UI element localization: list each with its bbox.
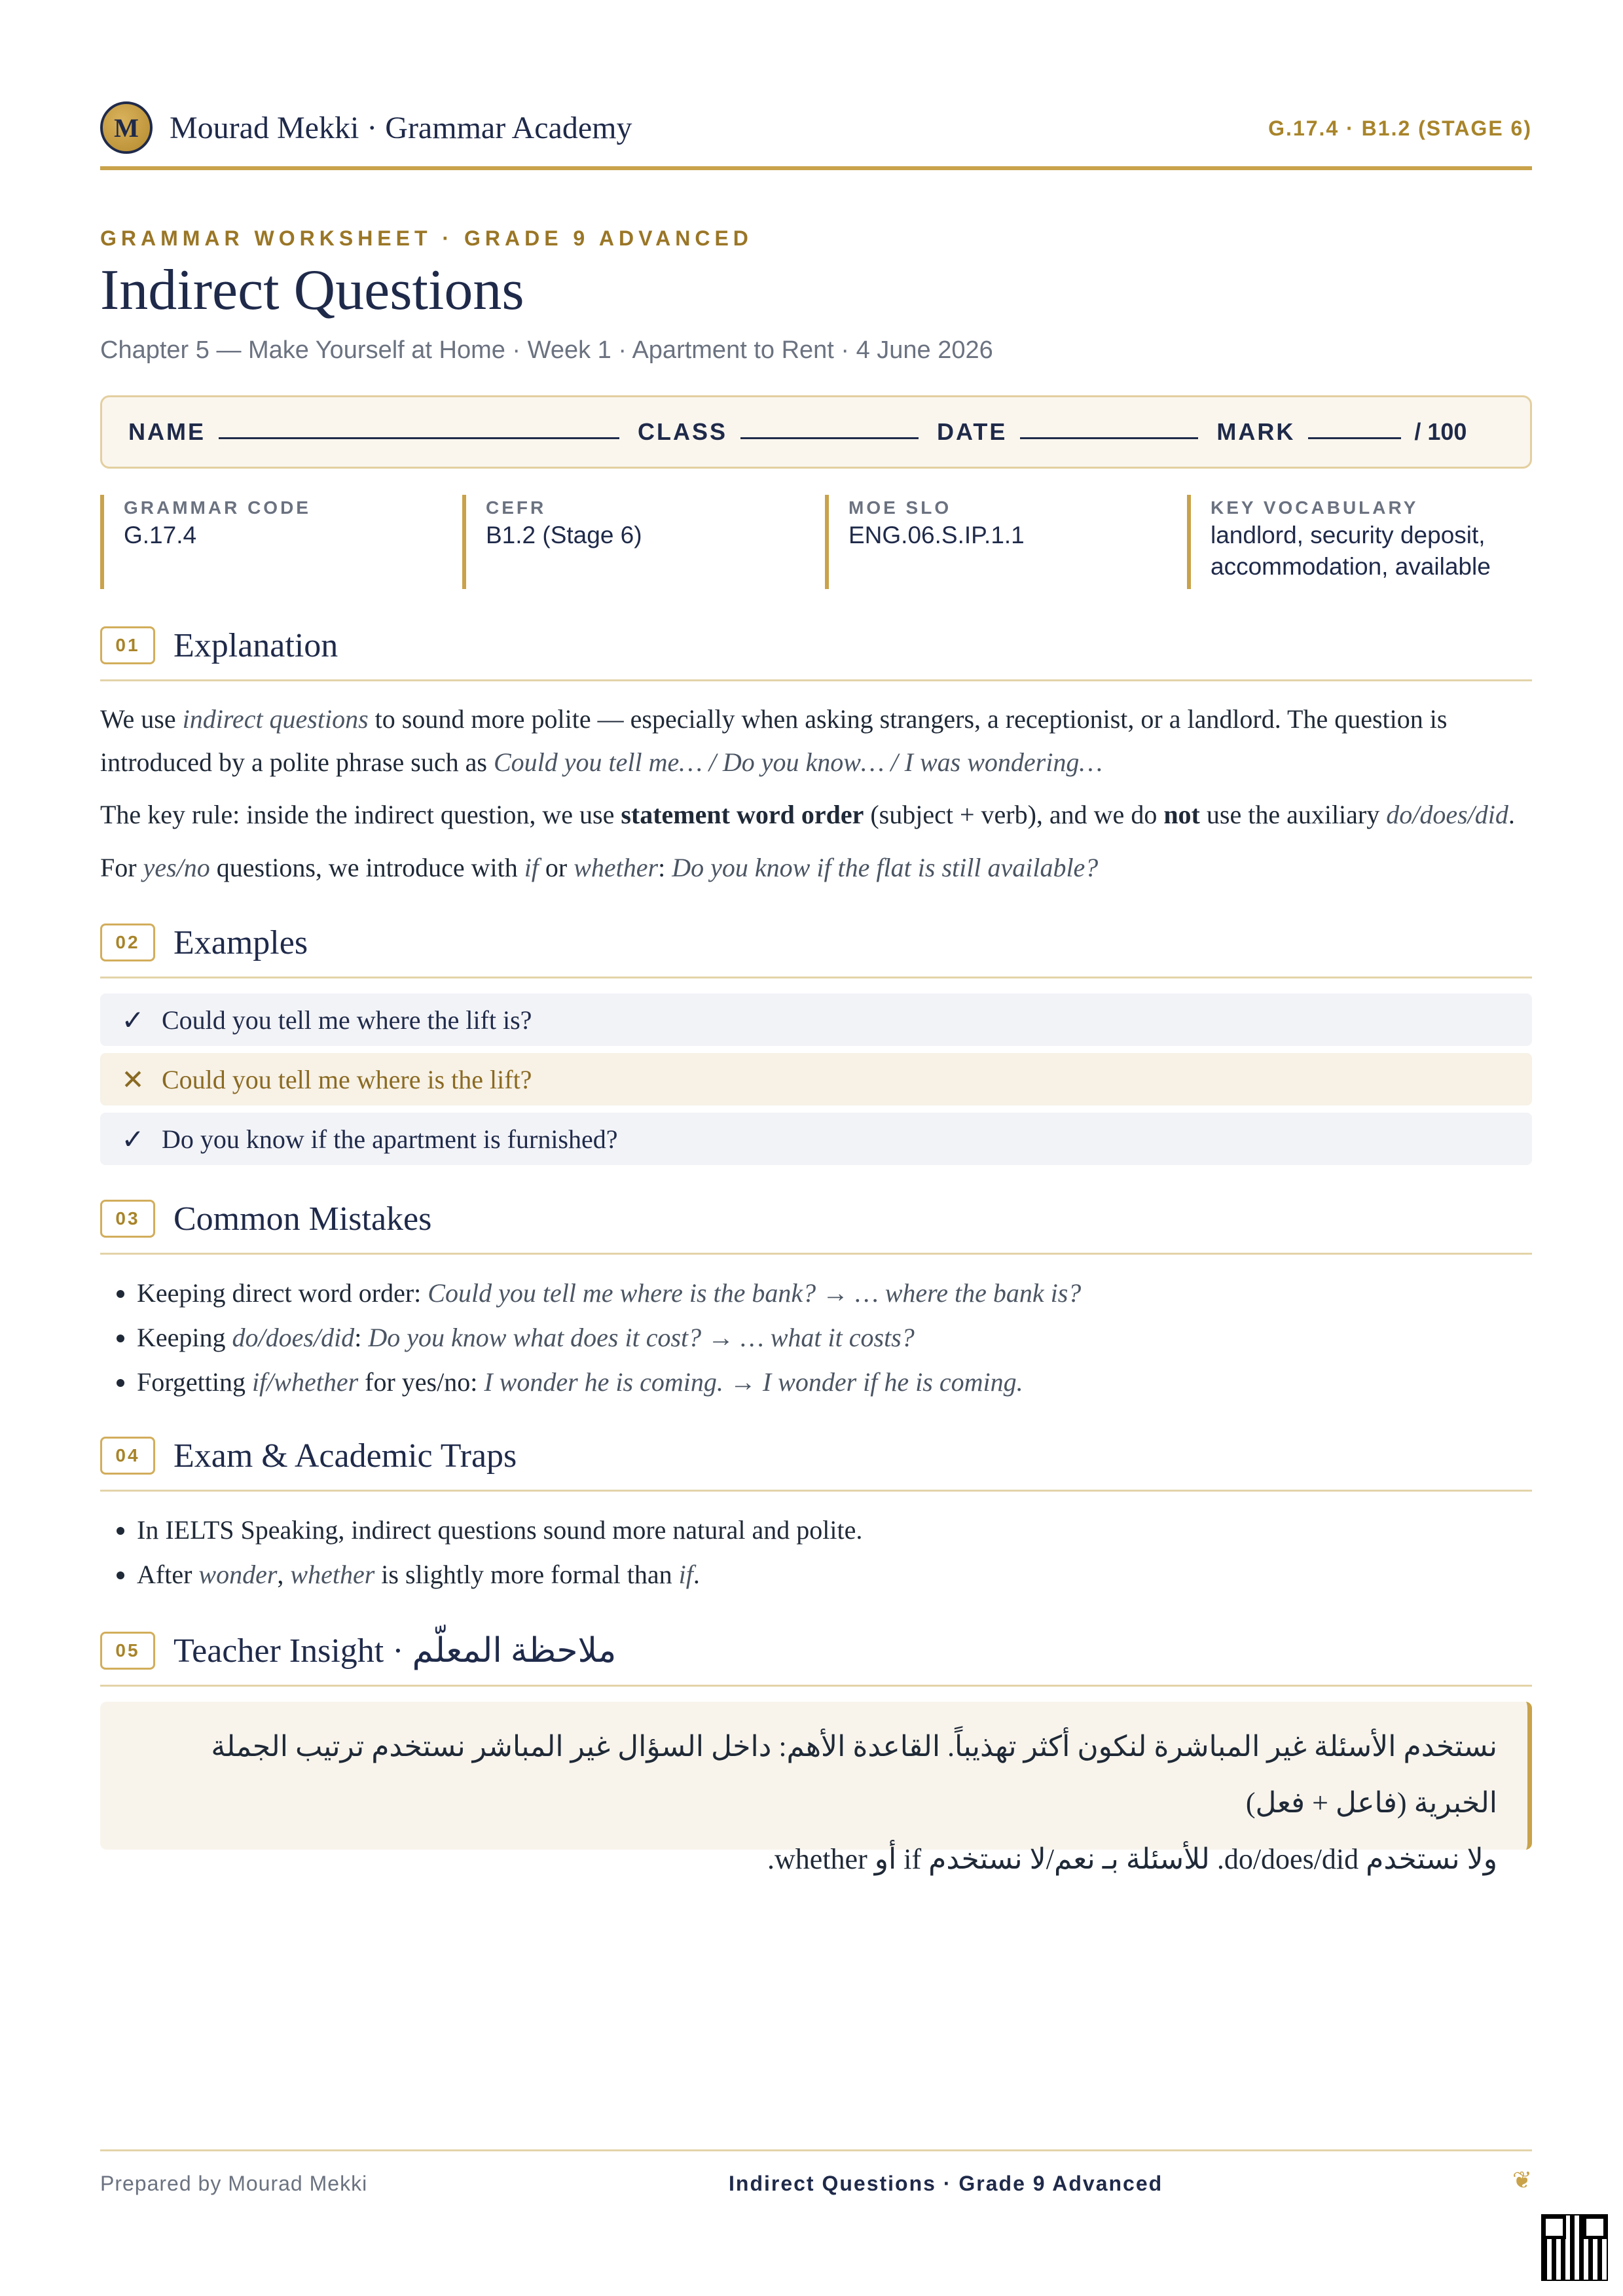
traps-list — [100, 1508, 1569, 1597]
page-subtitle: Chapter 5 — Make Yourself at Home · Week 1 · Apartment to Rent · 4 June 2026 — [100, 336, 993, 364]
section-divider — [100, 679, 1532, 681]
cross-icon: ✕ — [121, 1063, 145, 1096]
header-code: G.17.4 · B1.2 (STAGE 6) — [1268, 117, 1532, 140]
logo-icon: M — [100, 101, 153, 154]
meta-key-vocabulary — [1187, 495, 1532, 589]
mark-total: / 100 — [1414, 418, 1467, 445]
section-number: 02 — [100, 924, 155, 961]
mark-label: MARK — [1216, 418, 1296, 445]
section-title: Examples — [173, 924, 308, 961]
mark-field[interactable] — [1308, 437, 1401, 439]
section-traps-header — [100, 1429, 1532, 1482]
section-number: 03 — [100, 1200, 155, 1238]
section-insight-header — [100, 1624, 1532, 1677]
list-item: • Forgetting if/whether for yes/no: I wonder he is coming. → I wonder if he is coming. — [137, 1360, 1569, 1405]
class-field[interactable] — [740, 437, 919, 439]
meta-label: KEY VOCABULARY — [1211, 497, 1419, 518]
meta-value: B1.2 (Stage 6) — [486, 522, 642, 548]
meta-label: CEFR — [486, 497, 547, 518]
header-divider — [100, 166, 1532, 170]
meta-value: ENG.06.S.IP.1.1 — [848, 522, 1025, 548]
meta-label: MOE SLO — [848, 497, 952, 518]
section-divider — [100, 1685, 1532, 1687]
list-item: • After wonder, whether is slightly more formal than if. — [137, 1552, 1569, 1597]
footer-credit: Prepared by Mourad Mekki — [100, 2172, 368, 2195]
example-row-correct — [100, 994, 1532, 1046]
section-divider — [100, 1253, 1532, 1255]
section-number: 04 — [100, 1437, 155, 1475]
section-examples-header — [100, 916, 1532, 969]
class-label: CLASS — [638, 418, 728, 445]
section-number: 05 — [100, 1632, 155, 1670]
section-divider — [100, 1490, 1532, 1492]
explanation-paragraph-3: For yes/no questions, we introduce with if or whether: Do you know if the flat is still available? — [100, 853, 1099, 882]
list-item: • In IELTS Speaking, indirect questions sound more natural and polite. — [137, 1508, 1569, 1552]
section-divider — [100, 977, 1532, 978]
section-mistakes-header — [100, 1193, 1532, 1245]
example-row-correct — [100, 1113, 1532, 1165]
insight-line-1: نستخدم الأسئلة غير المباشرة لنكون أكثر تهذيباً. القاعدة الأهم: داخل السؤال غير المباشر نستخدم ترتيب الجملة الخبرية (فاعل + فعل) — [211, 1731, 1497, 1819]
footer-divider — [100, 2149, 1532, 2151]
meta-moe-slo — [825, 495, 1178, 589]
name-label: NAME — [128, 418, 206, 445]
brand-header — [100, 98, 632, 157]
meta-cefr — [462, 495, 816, 589]
example-text: Could you tell me where the lift is? — [162, 1005, 532, 1035]
brand-name: Mourad Mekki · Grammar Academy — [170, 110, 632, 145]
meta-grammar-code — [100, 495, 454, 589]
date-field[interactable] — [1020, 437, 1198, 439]
example-text: Do you know if the apartment is furnished? — [162, 1124, 618, 1154]
student-info-box — [100, 395, 1532, 469]
meta-info — [100, 495, 1532, 589]
ornament-icon: ❦ — [1512, 2167, 1532, 2193]
meta-value: landlord, security deposit, accommodation, available — [1211, 522, 1491, 581]
date-label: DATE — [937, 418, 1008, 445]
explanation-paragraph-2: The key rule: inside the indirect question, we use statement word order (subject + verb), and we do not use the auxiliary do/does/did. — [100, 800, 1515, 829]
check-icon: ✓ — [121, 1003, 145, 1036]
section-explanation-header — [100, 619, 1532, 672]
qr-code-icon — [1542, 2215, 1607, 2280]
explanation-paragraph-1: We use indirect questions to sound more polite — especially when asking strangers, a receptionist, or a landlord. The question is introduced by a polite phrase such as Could you tell me… / Do you know… / I was wondering… — [100, 704, 1448, 777]
check-icon: ✓ — [121, 1122, 145, 1155]
page-title: Indirect Questions — [100, 259, 524, 322]
name-field[interactable] — [219, 437, 619, 439]
meta-label: GRAMMAR CODE — [124, 497, 311, 518]
section-title: Explanation — [173, 626, 338, 664]
list-item: • Keeping direct word order: Could you tell me where is the bank? → … where the bank is? — [137, 1271, 1569, 1316]
example-text: Could you tell me where is the lift? — [162, 1064, 532, 1094]
mistakes-list — [100, 1271, 1569, 1405]
section-title: Common Mistakes — [173, 1200, 432, 1238]
teacher-insight-box — [100, 1702, 1532, 1875]
insight-line-2: ولا نستخدم do/does/did. للأسئلة بـ نعم/لا نستخدم if أو whether. — [767, 1843, 1497, 1875]
meta-value: G.17.4 — [124, 522, 197, 548]
footer-title: Indirect Questions · Grade 9 Advanced — [729, 2172, 1163, 2195]
section-title: Teacher Insight · ملاحظة المعلّم — [173, 1632, 617, 1670]
section-title: Exam & Academic Traps — [173, 1437, 517, 1475]
example-row-incorrect — [100, 1053, 1532, 1105]
list-item: • Keeping do/does/did: Do you know what does it cost? → … what it costs? — [137, 1316, 1569, 1360]
worksheet-kicker: GRAMMAR WORKSHEET · GRADE 9 ADVANCED — [100, 226, 753, 250]
section-number: 01 — [100, 626, 155, 664]
